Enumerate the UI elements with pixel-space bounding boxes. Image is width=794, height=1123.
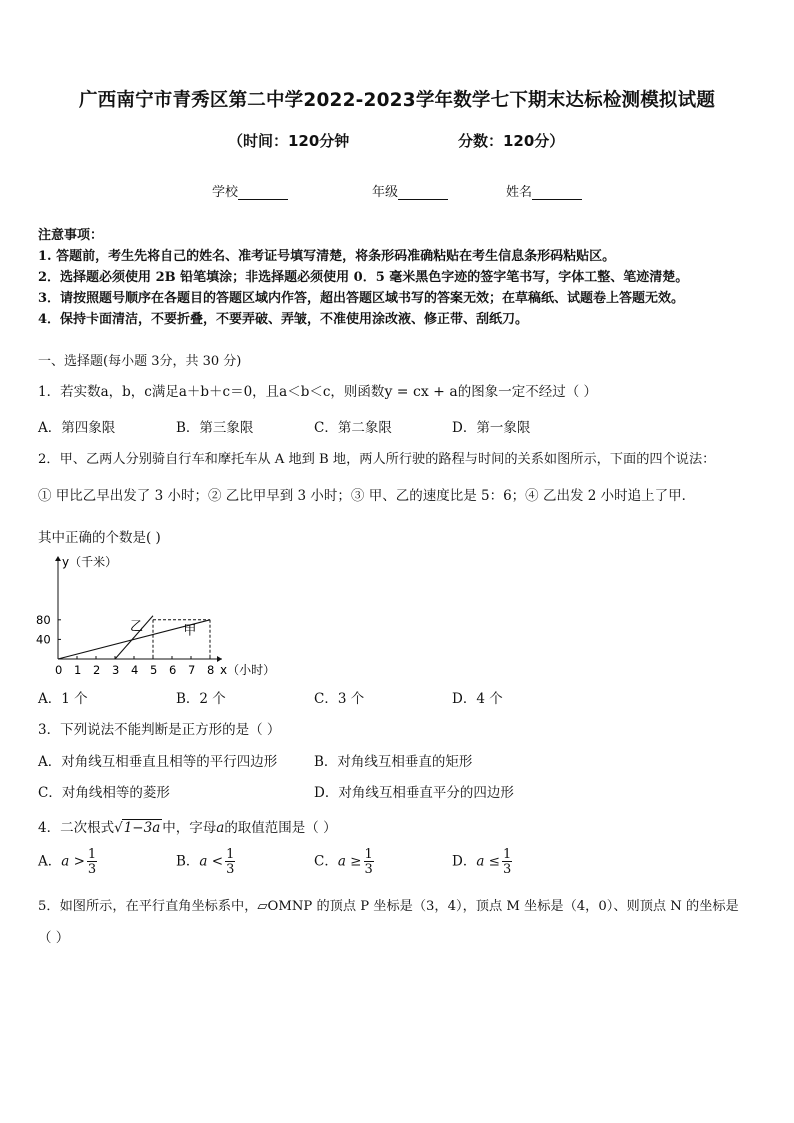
x-tick-label: 7 — [188, 663, 196, 677]
x-tick-label: 6 — [169, 663, 177, 677]
question-2-claims: ① 甲比乙早出发了 3 小时；② 乙比甲早到 3 小时；③ 甲、乙的速度比是 5：6；④ 乙出发 2 小时追上了甲． — [38, 488, 696, 504]
denominator: 3 — [226, 862, 235, 877]
exam-title: 广西南宁市青秀区第二中学2022-2023学年数学七下期末达标检测模拟试题 — [78, 90, 716, 111]
numerator: 1 — [226, 847, 235, 862]
option-label: A． — [38, 853, 62, 870]
q4-option-b — [176, 848, 235, 876]
grade-field — [372, 181, 448, 200]
q2-option-b: B．2 个 — [176, 691, 226, 707]
question-5-paren: （ ） — [38, 930, 70, 946]
name-label: 姓名 — [506, 185, 533, 200]
denominator: 3 — [502, 862, 512, 877]
name-blank — [532, 186, 582, 200]
y-tick-label: 80 — [36, 612, 51, 627]
denominator: 3 — [87, 862, 97, 877]
option-lhs: a ≥ — [337, 853, 362, 870]
fraction — [225, 848, 235, 876]
exam-score: 分数：120分） — [458, 132, 565, 150]
grade-blank — [398, 186, 448, 200]
notice-heading: 注意事项： — [38, 228, 104, 243]
question-3-stem: 3．下列说法不能判断是正方形的是（ ） — [38, 722, 281, 738]
series-label: 甲 — [183, 623, 197, 639]
option-lhs: a < — [199, 853, 224, 870]
notice-item: 1. 答题前，考生先将自己的姓名、准考证号填写清楚，将条形码准确粘贴在考生信息条形码粘贴区。 — [38, 249, 616, 264]
option-label: C． — [314, 853, 338, 870]
fraction — [364, 848, 374, 876]
distance-time-chart — [30, 548, 320, 684]
q3-option-b: B．对角线互相垂直的矩形 — [314, 754, 473, 770]
q4-option-d — [452, 848, 512, 876]
q4-stem-b: 中，字母 — [162, 820, 217, 836]
q3-option-a: A．对角线互相垂直且相等的平行四边形 — [38, 754, 278, 770]
q2-option-d: D．4 个 — [452, 691, 503, 707]
x-tick-label: 2 — [93, 663, 101, 677]
notice-item: 2．选择题必须使用 2B 铅笔填涂；非选择题必须使用 0．5 毫米黑色字迹的签字笔书写，字体工整、笔迹清楚。 — [38, 270, 689, 285]
notice-item: 3．请按照题号顺序在各题目的答题区域内作答，超出答题区域书写的答案无效；在草稿纸、试题卷上答题无效。 — [38, 291, 685, 306]
q3-option-d: D．对角线互相垂直平分的四边形 — [314, 785, 514, 801]
question-1-stem — [38, 380, 597, 400]
x-tick-label: 1 — [74, 663, 82, 677]
q4-var: a — [216, 820, 225, 836]
q1-option-d: D．第一象限 — [452, 420, 531, 436]
x-tick-label: 3 — [112, 663, 120, 677]
series-label: 乙 — [130, 619, 144, 635]
question-5-stem: 5．如图所示，在平行直角坐标系中，▱OMNP 的顶点 P 坐标是（3，4），顶点 M 坐标是（4，0）、则顶点 N 的坐标是 — [38, 899, 739, 914]
x-tick-label: 8 — [207, 663, 215, 677]
y-tick-label: 40 — [36, 632, 51, 647]
q4-option-a — [38, 848, 97, 876]
school-label: 学校 — [212, 185, 239, 200]
school-field — [212, 181, 288, 200]
option-lhs: a ≤ — [476, 853, 500, 870]
q4-radicand: 1−3a — [123, 820, 161, 836]
q1-option-a: A．第四象限 — [38, 420, 116, 436]
q3-option-c: C．对角线相等的菱形 — [38, 785, 170, 801]
question-2-prompt: 其中正确的个数是( ) — [38, 530, 161, 546]
y-axis-label: y（千米） — [62, 555, 118, 569]
section-heading: 一、选择题(每小题 3分，共 30 分) — [38, 354, 242, 369]
q1-option-b: B．第三象限 — [176, 420, 254, 436]
question-4-stem — [38, 816, 337, 836]
exam-time: （时间：120分钟 — [228, 132, 350, 150]
numerator: 1 — [502, 847, 512, 862]
denominator: 3 — [364, 862, 373, 877]
fraction — [502, 848, 512, 876]
sqrt-sign: √ — [114, 820, 123, 836]
q2-option-c: C．3 个 — [314, 691, 365, 707]
name-field — [506, 181, 582, 200]
q1-stem-b: 的图象一定不经过（ ） — [457, 384, 597, 400]
x-tick-label: 0 — [55, 663, 63, 677]
q4-stem-a: 4．二次根式 — [38, 820, 115, 836]
option-label: D． — [452, 853, 477, 870]
q1-stem-a: 1．若实数a，b，c满足a＋b＋c＝0，且a＜b＜c，则函数 — [38, 384, 385, 400]
x-axis-label: x（小时） — [220, 663, 276, 677]
question-2-stem: 2．甲、乙两人分别骑自行车和摩托车从 A 地到 B 地，两人所行驶的路程与时间的关系如图所示，下面的四个说法： — [38, 452, 716, 467]
x-tick-label: 5 — [150, 663, 158, 677]
q4-option-c — [314, 848, 374, 876]
q1-option-c: C．第二象限 — [314, 420, 392, 436]
grade-label: 年级 — [372, 185, 399, 200]
numerator: 1 — [87, 847, 97, 862]
y-axis-arrow — [55, 556, 61, 561]
school-blank — [238, 186, 288, 200]
q2-option-a: A．1 个 — [38, 691, 88, 707]
numerator: 1 — [364, 847, 373, 862]
q4-stem-c: 的取值范围是（ ） — [224, 820, 337, 836]
x-axis-arrow — [217, 656, 222, 662]
notice-item: 4．保持卡面清洁，不要折叠，不要弄破、弄皱，不准使用涂改液、修正带、刮纸刀。 — [38, 312, 529, 327]
fraction — [87, 848, 97, 876]
q1-formula: y = cx + a — [384, 384, 458, 400]
option-lhs: a > — [61, 853, 85, 870]
x-tick-label: 4 — [131, 663, 139, 677]
option-label: B． — [176, 853, 200, 870]
